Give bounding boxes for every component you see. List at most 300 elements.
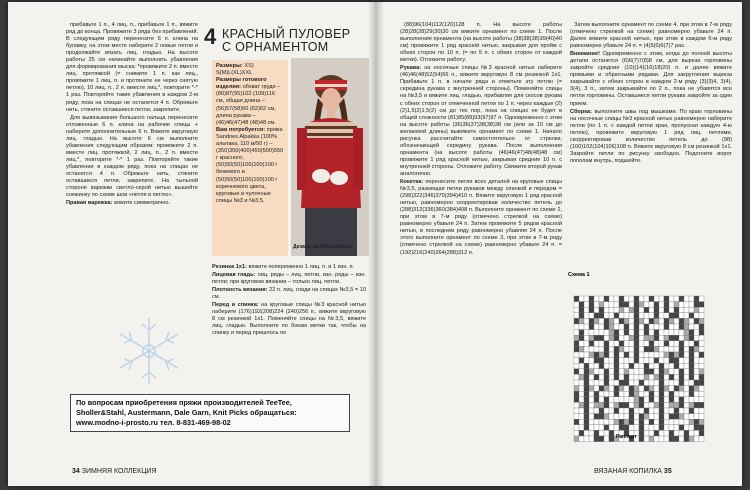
- chart-cell: [579, 352, 584, 358]
- assembly-text: выполните швы под мышками. По краю горловины на носочные спицы №3 красной нитью равномерно наберите петли (по 1 п. с каждой петли края, пропуская каждую 4-ю петлю), провяжите вкруговую 1 ряд лиц. петлями, скорректировав количество петель до (98)(100)102(104)106)108 п. Вяжите вкруговую 8 см резинкой 1х1. Закройте петли по рисунку свободно. Подогните ворот пополам внутрь, подшейте.: [570, 108, 732, 164]
- chart-cell: [699, 358, 704, 364]
- chart-cell: [639, 296, 644, 302]
- chart-cell: [684, 380, 689, 386]
- chart-cell: [634, 363, 639, 369]
- chart-cell: [629, 386, 634, 392]
- chart-cell: [624, 341, 629, 347]
- chart-cell: [684, 369, 689, 375]
- chart-cell: [664, 324, 669, 330]
- chart-cell: [594, 296, 599, 302]
- chart-cell: [574, 430, 579, 436]
- right-mitten-label: Правая варежка:: [66, 200, 113, 207]
- chart-cell: [684, 391, 689, 397]
- chart-cell: [614, 335, 619, 341]
- chart-cell: [674, 380, 679, 386]
- chart-cell: [624, 425, 629, 431]
- chart-cell: [594, 430, 599, 436]
- chart-cell: [649, 397, 654, 403]
- chart-cell: [619, 425, 624, 431]
- chart-cell: [609, 430, 614, 436]
- chart-cell: [699, 430, 704, 436]
- chart-cell: [579, 391, 584, 397]
- chart-cell: [639, 302, 644, 308]
- body-continued: (88)96(104)112(120)128 п. На высоте работы (28)28(28)29(30)30 см вяжите орнамент по схеме 1. После выполнения орнамента (на высоте работы (38)38(38)39(40)40 см) провяжите 1 ряд красной нитью, закрывая для пройм с обеих сторон по 10 п. (= по 5 п. с обеих сторон от каждой метки). Отложите работу.: [400, 22, 562, 64]
- chart-cell: [594, 307, 599, 313]
- chart-cell: [599, 363, 604, 369]
- chart-cell: [589, 352, 594, 358]
- chart-cell: [664, 386, 669, 392]
- chart-cell: [629, 302, 634, 308]
- chart-cell: [579, 324, 584, 330]
- chart-cell: [574, 419, 579, 425]
- chart-cell: [644, 380, 649, 386]
- chart-cell: [589, 380, 594, 386]
- chart-cell: [609, 346, 614, 352]
- chart-cell: [689, 313, 694, 319]
- chart-cell: [639, 419, 644, 425]
- chart-cell: [654, 414, 659, 420]
- chart-cell: [619, 386, 624, 392]
- chart-cell: [584, 391, 589, 397]
- chart-cell: [639, 352, 644, 358]
- chart-cell: [629, 408, 634, 414]
- chart-cell: [674, 318, 679, 324]
- chart-cell: [634, 318, 639, 324]
- chart-cell: [684, 397, 689, 403]
- chart-cell: [689, 408, 694, 414]
- chart-cell: [674, 302, 679, 308]
- chart-cell: [679, 397, 684, 403]
- chart-cell: [669, 307, 674, 313]
- chart-cell: [649, 352, 654, 358]
- chart-cell: [594, 358, 599, 364]
- chart-cell: [609, 436, 614, 442]
- chart-cell: [644, 318, 649, 324]
- chart-cell: [644, 335, 649, 341]
- chart-cell: [594, 330, 599, 336]
- right-page-number: 35: [663, 468, 672, 475]
- chart-cell: [594, 324, 599, 330]
- chart-cell: [694, 302, 699, 308]
- chart-cell: [679, 296, 684, 302]
- chart-cell: [689, 386, 694, 392]
- chart-cell: [589, 318, 594, 324]
- materials-label: Вам потребуется:: [216, 126, 266, 133]
- chart-cell: [649, 330, 654, 336]
- chart-cell: [619, 330, 624, 336]
- chart-cell: [599, 330, 604, 336]
- chart-cell: [629, 380, 634, 386]
- chart-cell: [619, 408, 624, 414]
- chart-cell: [574, 296, 579, 302]
- chart-cell: [639, 313, 644, 319]
- chart-cell: [684, 302, 689, 308]
- chart-cell: [579, 296, 584, 302]
- chart-cell: [659, 358, 664, 364]
- chart-cell: [579, 346, 584, 352]
- chart-cell: [624, 335, 629, 341]
- chart-cell: [644, 363, 649, 369]
- chart-cell: [639, 436, 644, 442]
- chart-cell: [674, 397, 679, 403]
- chart-cell: [694, 346, 699, 352]
- chart-cell: [664, 346, 669, 352]
- chart-cell: [589, 296, 594, 302]
- chart-cell: [584, 335, 589, 341]
- chart-cell: [679, 324, 684, 330]
- chart-cell: [599, 318, 604, 324]
- chart-cell: [644, 425, 649, 431]
- chart-cell: [574, 374, 579, 380]
- chart-cell: [654, 430, 659, 436]
- left-page: [8, 2, 374, 486]
- chart-cell: [679, 346, 684, 352]
- chart-cell: [639, 430, 644, 436]
- chart-cell: [629, 346, 634, 352]
- chart-cell: [689, 397, 694, 403]
- chart-cell: [659, 419, 664, 425]
- chart-cell: [699, 374, 704, 380]
- chart-cell: [619, 358, 624, 364]
- sleeve-instruction: [400, 65, 562, 178]
- chart-cell: [659, 369, 664, 375]
- chart-cell: [619, 318, 624, 324]
- chart-cell: [604, 408, 609, 414]
- chart-cell: [649, 318, 654, 324]
- right-mitten-text: вяжите симметрично.: [114, 200, 171, 207]
- chart-cell: [684, 436, 689, 442]
- chart-cell: [624, 408, 629, 414]
- left-page-number: 34: [72, 468, 80, 475]
- chart-cell: [649, 307, 654, 313]
- left-footer: [72, 468, 157, 475]
- chart-cell: [659, 425, 664, 431]
- chart-cell: [629, 419, 634, 425]
- chart-cell: [699, 436, 704, 442]
- chart-cell: [614, 369, 619, 375]
- chart-cell: [594, 397, 599, 403]
- chart-cell: [674, 307, 679, 313]
- chart-cell: [674, 363, 679, 369]
- chart-cell: [614, 374, 619, 380]
- attention-note: [570, 51, 732, 107]
- chart-cell: [649, 419, 654, 425]
- chart-cell: [664, 402, 669, 408]
- chart-cell: [654, 324, 659, 330]
- chart-cell: [664, 302, 669, 308]
- chart-cell: [699, 318, 704, 324]
- chart-cell: [629, 330, 634, 336]
- gauge-instruction: [212, 287, 366, 301]
- chart-cell: [609, 386, 614, 392]
- chart-cell: [699, 397, 704, 403]
- chart-cell: [639, 318, 644, 324]
- chart-cell: [684, 335, 689, 341]
- chart-cell: [629, 335, 634, 341]
- chart-cell: [584, 408, 589, 414]
- chart-cell: [689, 425, 694, 431]
- chart-cell: [624, 307, 629, 313]
- chart-cell: [654, 346, 659, 352]
- chart-cell: [599, 358, 604, 364]
- chart-cell: [654, 402, 659, 408]
- chart-cell: [649, 436, 654, 442]
- chart-cell: [589, 374, 594, 380]
- chart-cell: [669, 374, 674, 380]
- chart-cell: [584, 414, 589, 420]
- chart-cell: [624, 386, 629, 392]
- chart-cell: [654, 307, 659, 313]
- chart-cell: [649, 346, 654, 352]
- chart-cell: [699, 363, 704, 369]
- chart-cell: [689, 296, 694, 302]
- chart-cell: [679, 408, 684, 414]
- chart-cell: [629, 374, 634, 380]
- chart-cell: [589, 402, 594, 408]
- snowflake-icon: [112, 314, 186, 388]
- chart-cell: [584, 358, 589, 364]
- chart-cell: [659, 374, 664, 380]
- chart-cell: [664, 313, 669, 319]
- chart-cell: [699, 402, 704, 408]
- chart-cell: [604, 369, 609, 375]
- chart-cell: [674, 374, 679, 380]
- chart-cell: [579, 302, 584, 308]
- model-number: 4: [204, 24, 217, 49]
- chart-cell: [619, 335, 624, 341]
- chart-cell: [584, 307, 589, 313]
- chart-cell: [674, 391, 679, 397]
- chart-cell: [604, 391, 609, 397]
- chart-cell: [599, 397, 604, 403]
- chart-cell: [584, 425, 589, 431]
- chart-cell: [579, 430, 584, 436]
- chart-cell: [699, 330, 704, 336]
- chart-cell: [679, 318, 684, 324]
- chart-cell: [649, 430, 654, 436]
- chart-cell: [649, 302, 654, 308]
- chart-cell: [684, 318, 689, 324]
- chart-cell: [619, 324, 624, 330]
- chart-cell: [574, 436, 579, 442]
- chart-cell: [664, 352, 669, 358]
- chart-cell: [594, 408, 599, 414]
- chart-cell: [574, 358, 579, 364]
- chart-cell: [654, 296, 659, 302]
- chart-cell: [634, 425, 639, 431]
- chart-cell: [609, 302, 614, 308]
- chart-cell: [684, 386, 689, 392]
- chart-cell: [574, 313, 579, 319]
- chart-cell: [699, 369, 704, 375]
- chart-cell: [574, 369, 579, 375]
- chart-cell: [664, 363, 669, 369]
- chart-cell: [699, 352, 704, 358]
- yarn-ad-box: [70, 394, 350, 432]
- chart-cell: [684, 419, 689, 425]
- chart-cell: [629, 307, 634, 313]
- chart-cell: [699, 408, 704, 414]
- chart-cell: [649, 402, 654, 408]
- chart-cell: [584, 296, 589, 302]
- chart-cell: [664, 330, 669, 336]
- rib-text: вяжите попеременно 1 лиц. п. и 1 изн. п.: [248, 264, 355, 270]
- chart-cell: [624, 346, 629, 352]
- chart-cell: [634, 313, 639, 319]
- chart-cell: [594, 335, 599, 341]
- chart-cell: [639, 335, 644, 341]
- chart-cell: [599, 313, 604, 319]
- chart-cell: [639, 369, 644, 375]
- chart-cell: [644, 419, 649, 425]
- chart-cell: [574, 391, 579, 397]
- chart-cell: [619, 397, 624, 403]
- chart-cell: [694, 352, 699, 358]
- chart-cell: [689, 307, 694, 313]
- chart-cell: [604, 430, 609, 436]
- chart-cell: [694, 313, 699, 319]
- chart-cell: [659, 414, 664, 420]
- chart-cell: [644, 369, 649, 375]
- chart-cell: [674, 430, 679, 436]
- chart-cell: [614, 419, 619, 425]
- knitting-chart: [568, 280, 726, 464]
- attention-label: Внимание!: [570, 51, 600, 58]
- chart-cell: [584, 386, 589, 392]
- chart-cell: [644, 386, 649, 392]
- chart-cell: [579, 335, 584, 341]
- chart-cell: [684, 330, 689, 336]
- chart-cell: [669, 296, 674, 302]
- chart-cell: [669, 391, 674, 397]
- chart-cell: [614, 414, 619, 420]
- chart-cell: [639, 414, 644, 420]
- chart-cell: [579, 386, 584, 392]
- stockinette-instruction: [212, 272, 366, 286]
- chart-cell: [659, 436, 664, 442]
- chart-cell: [584, 374, 589, 380]
- chart-cell: [654, 358, 659, 364]
- chart-cell: [659, 318, 664, 324]
- chart-cell: [624, 402, 629, 408]
- chart-cell: [694, 330, 699, 336]
- chart-cell: [679, 335, 684, 341]
- chart-cell: [599, 386, 604, 392]
- chart-cell: [699, 414, 704, 420]
- chart-cell: [644, 358, 649, 364]
- stockinette-label: Лицевая гладь:: [212, 272, 256, 279]
- chart-cell: [699, 425, 704, 431]
- chart-cell: [694, 307, 699, 313]
- chart-cell: [694, 318, 699, 324]
- chart-cell: [699, 380, 704, 386]
- chart-cell: [574, 425, 579, 431]
- chart-cell: [634, 380, 639, 386]
- chart-cell: [624, 380, 629, 386]
- chart-cell: [684, 307, 689, 313]
- chart-cell: [669, 346, 674, 352]
- chart-cell: [619, 341, 624, 347]
- chart-cell: [674, 402, 679, 408]
- chart-cell: [589, 397, 594, 403]
- chart-cell: [674, 358, 679, 364]
- chart-cell: [684, 346, 689, 352]
- chart-cell: [599, 408, 604, 414]
- chart-cell: [604, 335, 609, 341]
- chart-cell: [624, 369, 629, 375]
- assembly-label: Сборка:: [570, 108, 593, 115]
- chart-cell: [629, 296, 634, 302]
- chart-cell: [664, 397, 669, 403]
- chart-cell: [639, 341, 644, 347]
- chart-cell: [614, 363, 619, 369]
- chart-cell: [584, 302, 589, 308]
- chart-cell: [694, 369, 699, 375]
- chart-cell: [659, 324, 664, 330]
- photo-caption: Дизайн taksitiliteollisuus: [293, 244, 353, 250]
- chart-cell: [654, 397, 659, 403]
- chart-cell: [639, 346, 644, 352]
- chart-cell: [599, 307, 604, 313]
- mitten-text-1: прибавьте 1 п., 4 лиц. п., прибавьте 1 п., вяжите ряд до конца. Провяжите 3 ряда без прибавлений. В следующем ряду перенесите 6 п. клина на булавку, на этом месте наберите 2 новые петли и продолжайте вязать лиц. гладью. На высоте работы 25 см начинайте выполнять убавления для формирования мыска: *провяжите 2 п. вместе лиц. протяжкой (= снимите 1 п. как лиц., провяжите 1 лиц. п. и протяните ее через снятую петлю), 10 лиц. п., 2 п. вместе лиц.*, повторите *-* 1 раз. Повторяйте такие убавления в каждом 2-м ряду, пока на спицах не останется 4 п. Обрежьте нить, стяните оставшиеся петли, закрепите.: [66, 22, 198, 113]
- chart-cell: [689, 369, 694, 375]
- chart-cell: [589, 425, 594, 431]
- chart-cell: [619, 402, 624, 408]
- chart-cell: [589, 386, 594, 392]
- chart-cell: [574, 318, 579, 324]
- chart-cell: [604, 307, 609, 313]
- chart-cell: [574, 408, 579, 414]
- chart-cell: [614, 425, 619, 431]
- chart-cell: [659, 341, 664, 347]
- chart-cell: [699, 391, 704, 397]
- chart-cell: [664, 335, 669, 341]
- chart-cell: [694, 430, 699, 436]
- chart-cell: [584, 430, 589, 436]
- chart-cell: [689, 419, 694, 425]
- chart-cell: [684, 402, 689, 408]
- chart-cell: [594, 380, 599, 386]
- chart-cell: [604, 436, 609, 442]
- chart-cell: [639, 402, 644, 408]
- chart-cell: [679, 380, 684, 386]
- chart-cell: [609, 307, 614, 313]
- chart-cell: [579, 341, 584, 347]
- chart-cell: [614, 330, 619, 336]
- chart-cell: [604, 318, 609, 324]
- chart-cell: [624, 324, 629, 330]
- chart-cell: [594, 302, 599, 308]
- chart-cell: [589, 430, 594, 436]
- chart-cell: [689, 402, 694, 408]
- rib-label: Резинка 1х1:: [212, 264, 247, 270]
- chart-cell: [654, 419, 659, 425]
- chart-cell: [624, 313, 629, 319]
- chart-cell: [599, 380, 604, 386]
- chart-cell: [654, 330, 659, 336]
- chart-cell: [694, 296, 699, 302]
- chart-cell: [694, 374, 699, 380]
- chart-cell: [599, 402, 604, 408]
- yoke-continued: Затем выполните орнамент по схеме 4, при этом в 7-м ряду (отмечено стрелкой на схеме) равномерно убавьте 24 п. Далее вяжите красной нитью, при этом в каждом 6-м ряду равномерно убавьте 24 п. = (4)5(6)6(7)7 раз.: [570, 22, 732, 50]
- chart-cell: [624, 419, 629, 425]
- chart-cell: [699, 296, 704, 302]
- chart-cell: [639, 386, 644, 392]
- chart-cell: [649, 374, 654, 380]
- chart-cell: [699, 324, 704, 330]
- chart-cell: [689, 335, 694, 341]
- chart-cell: [594, 318, 599, 324]
